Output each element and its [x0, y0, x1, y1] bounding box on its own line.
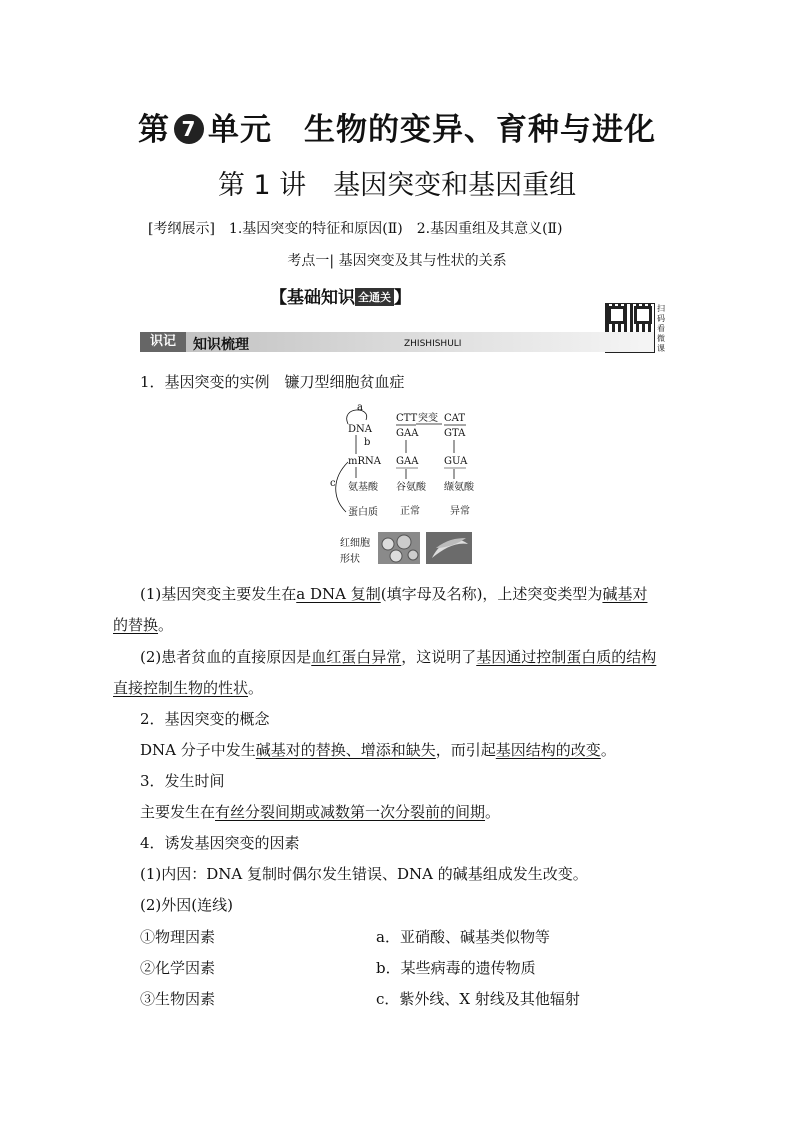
- item2-answer-1: 碱基对的替换、增添和缺失: [255, 741, 436, 759]
- banner-right: 】: [394, 288, 411, 308]
- shape-line1: 红细胞: [340, 538, 370, 549]
- label-c: c: [330, 478, 336, 489]
- item1-title: 1．基因突变的实例 镰刀型细胞贫血症: [140, 373, 405, 391]
- banner-mini: 全通关: [355, 288, 394, 306]
- normal-mrna: GAA: [396, 456, 419, 467]
- unit-title: [0, 104, 794, 149]
- mutant-comp: GTA: [444, 428, 466, 439]
- right-item-1: a．亚硝酸、碱基类似物等: [376, 928, 550, 946]
- left-item-1: ①物理因素: [140, 928, 216, 946]
- left-item-3: ③生物因素: [140, 990, 216, 1008]
- left-item-2: ②化学因素: [140, 959, 216, 977]
- item4-outer-cause: (2)外因(连线): [140, 896, 233, 914]
- lesson-title: 第 1 讲 基因突变和基因重组: [217, 170, 577, 201]
- expression-arrow: [336, 462, 348, 512]
- label-amino: 氨基酸: [348, 482, 378, 493]
- q1-line1: (1)基因突变主要发生在a DNA 复制(填字母及名称)，上述突变类型为碱基对: [140, 585, 648, 603]
- label-normal: 正常: [400, 506, 420, 517]
- point-heading: 考点一| 基因突变及其与性状的关系: [287, 253, 507, 269]
- q2-answer-2b: 直接控制生物的性状: [113, 679, 249, 697]
- q2-line2: 直接控制生物的性状。: [113, 679, 264, 697]
- section-pinyin: ZHISHISHULI: [404, 339, 462, 349]
- right-item-3: c．紫外线、X 射线及其他辐射: [376, 990, 580, 1008]
- label-b: b: [364, 437, 371, 448]
- item4-title: 4．诱发基因突变的因素: [140, 834, 300, 852]
- label-a: a: [357, 402, 363, 413]
- sickle-cell-diagram: [320, 398, 490, 578]
- banner-left: 【基础知识: [270, 288, 355, 308]
- basics-banner: [270, 283, 411, 308]
- label-mrna: mRNA: [348, 456, 381, 467]
- mutant-mrna: GUA: [444, 456, 468, 467]
- unit-name: 单元 生物的变异、育种与进化: [208, 112, 656, 148]
- right-item-2: b．某些病毒的遗传物质: [376, 959, 536, 977]
- section-tag: 识记: [140, 332, 186, 352]
- mutation-label: 突变: [418, 413, 438, 424]
- item3-title: 3．发生时间: [140, 772, 225, 790]
- item4-inner-cause: (1)内因：DNA 复制时偶尔发生错误、DNA 的碱基组成发生改变。: [140, 865, 588, 883]
- normal-top: CTT: [396, 413, 418, 424]
- item2-title: 2．基因突变的概念: [140, 710, 270, 728]
- mutant-top: CAT: [444, 413, 465, 424]
- mutant-aa: 缬氨酸: [444, 482, 474, 493]
- sickle-cells-image: [426, 532, 472, 564]
- label-dna: DNA: [348, 424, 372, 435]
- section-title: 知识梳理: [193, 337, 249, 353]
- label-protein: 蛋白质: [348, 507, 378, 518]
- q1-answer-1: a DNA 复制: [296, 585, 381, 603]
- label-abnormal: 异常: [450, 506, 470, 517]
- unit-number-badge: 7: [174, 114, 204, 144]
- item3-body: 主要发生在有丝分裂间期或减数第一次分裂前的间期。: [140, 803, 501, 821]
- exam-outline: [考纲展示] 1.基因突变的特征和原因(Ⅱ) 2.基因重组及其意义(Ⅱ): [148, 221, 563, 237]
- q1-line2: 的替换。: [113, 616, 174, 634]
- q1-answer-2a: 碱基对: [602, 585, 648, 603]
- normal-aa: 谷氨酸: [396, 482, 426, 493]
- unit-prefix: 第: [138, 112, 170, 148]
- q2-line1: (2)患者贫血的直接原因是血红蛋白异常，这说明了基因通过控制蛋白质的结构: [140, 648, 657, 666]
- q2-answer-1: 血红蛋白异常: [311, 648, 402, 666]
- item3-answer: 有丝分裂间期或减数第一次分裂前的间期: [215, 803, 486, 821]
- shape-line2: 形状: [340, 554, 360, 565]
- normal-comp: GAA: [396, 428, 419, 439]
- item2-answer-2: 基因结构的改变: [495, 741, 601, 759]
- item2-body: DNA 分子中发生碱基对的替换、增添和缺失，而引起基因结构的改变。: [140, 741, 616, 759]
- qr-caption: 扫码看微课: [657, 304, 665, 353]
- q1-answer-2b: 的替换: [113, 616, 159, 634]
- q2-answer-2a: 基因通过控制蛋白质的结构: [476, 648, 657, 666]
